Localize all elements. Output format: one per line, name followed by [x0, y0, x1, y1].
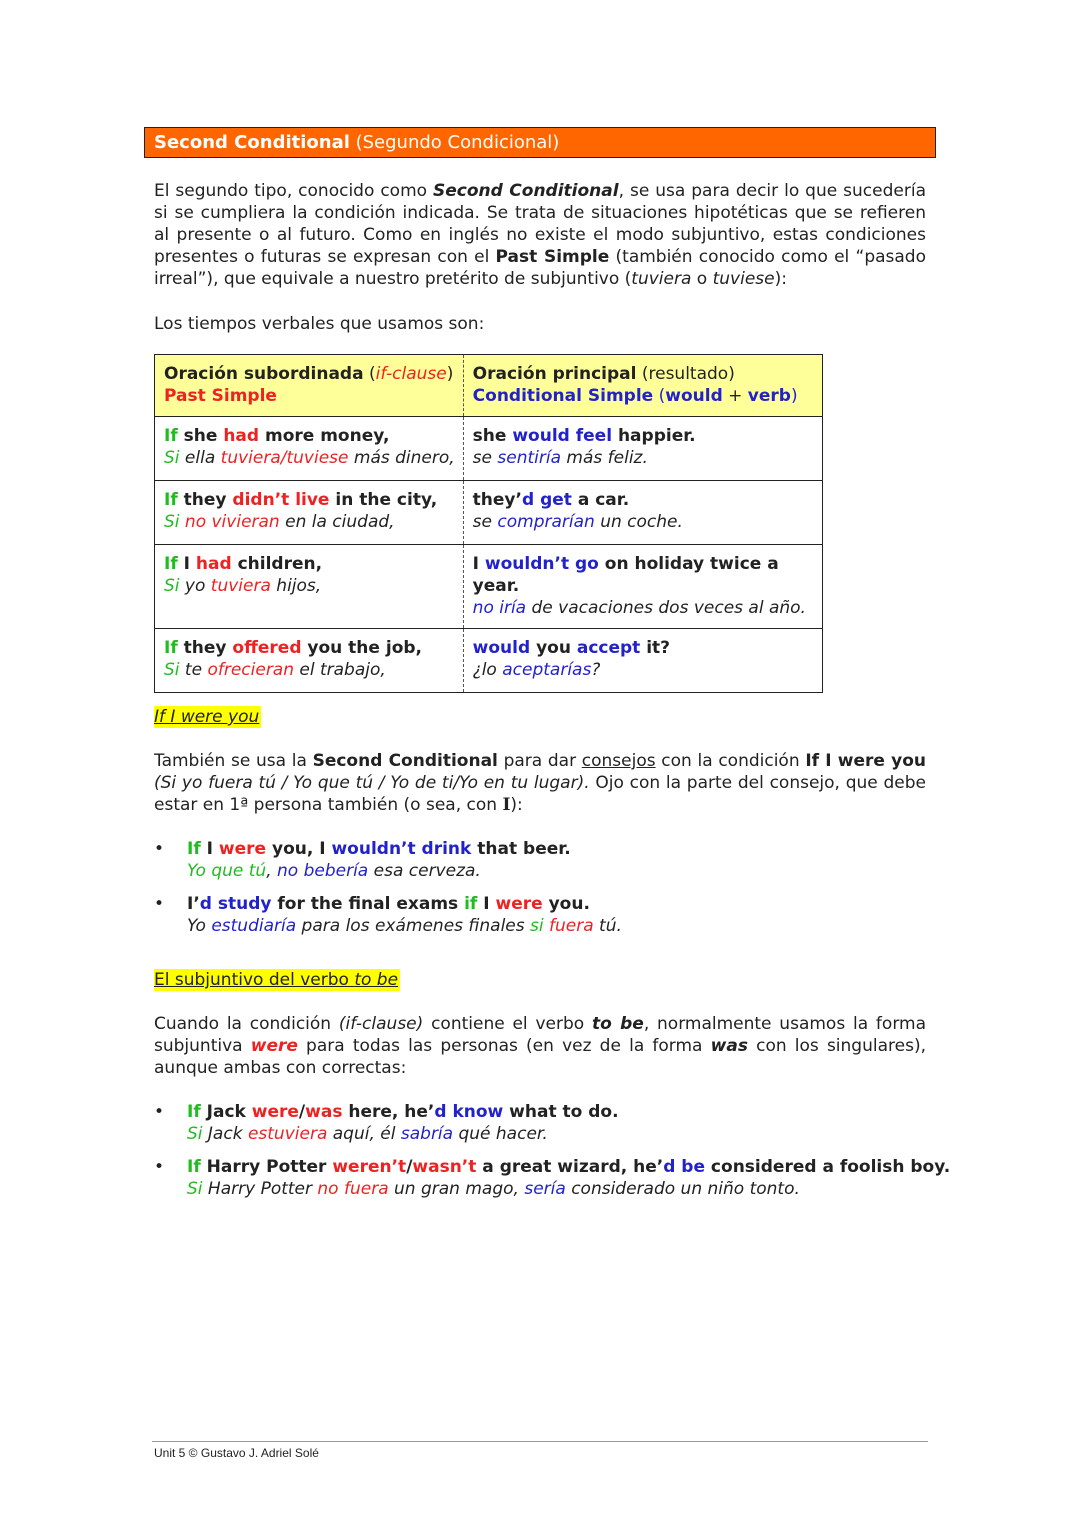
- list-item: • If Jack were/was here, he’d know what to do. Si Jack estuviera aquí, él sabría qué hacer.: [154, 1102, 619, 1144]
- header-if-clause: Oración subordinada (if-clause) Past Simple: [155, 355, 464, 417]
- main-clause-cell: I wouldn’t go on holiday twice a year. no iría de vacaciones dos veces al año.: [463, 545, 822, 629]
- table-header-row: [155, 355, 823, 417]
- bullet-dot: •: [154, 1157, 165, 1177]
- list-item: • If Harry Potter weren’t/wasn’t a great wizard, he’d be considered a foolish boy. Si Harry Potter no fuera un gran mago, sería considerado un niño tonto.: [154, 1157, 951, 1199]
- conditional-table: [154, 354, 823, 693]
- if-clause-cell: If I had children, Si yo tuviera hijos,: [155, 545, 464, 629]
- if-i-were-you-heading: If I were you: [154, 707, 260, 727]
- if-clause-cell: If they didn’t live in the city, Si no vivieran en la ciudad,: [155, 481, 464, 545]
- main-clause-cell: would you accept it? ¿lo aceptarías?: [463, 629, 822, 693]
- table-row: [155, 417, 823, 481]
- page-footer: Unit 5 © Gustavo J. Adriel Solé: [154, 1446, 319, 1460]
- section-title: [144, 127, 936, 158]
- section-title-rest: (Segundo Condicional): [349, 132, 560, 153]
- subjunctive-paragraph: Cuando la condición (if-clause) contiene el verbo to be, normalmente usamos la forma subjuntiva were para todas las personas (en vez de la forma was con los singulares), aunque ambas con correctas:: [154, 1014, 926, 1078]
- bullet-dot: •: [154, 839, 165, 859]
- table-row: [155, 545, 823, 629]
- if-clause-cell: If they offered you the job, Si te ofrecieran el trabajo,: [155, 629, 464, 693]
- table-row: [155, 481, 823, 545]
- main-clause-cell: she would feel happier. se sentiría más feliz.: [463, 417, 822, 481]
- main-clause-cell: they’d get a car. se comprarían un coche.: [463, 481, 822, 545]
- bullet-dot: •: [154, 1102, 165, 1122]
- subjunctive-heading: El subjuntivo del verbo to be: [154, 970, 399, 990]
- footer-divider: [152, 1441, 928, 1442]
- bullet-dot: •: [154, 894, 165, 914]
- list-item: • If I were you, I wouldn’t drink that beer. Yo que tú, no bebería esa cerveza.: [154, 839, 571, 881]
- list-item: • I’d study for the final exams if I were you. Yo estudiaría para los exámenes finales si fuera tú.: [154, 894, 622, 936]
- if-i-were-you-paragraph: También se usa la Second Conditional para dar consejos con la condición If I were you (Si yo fuera tú / Yo que tú / Yo de ti/Yo en tu lugar). Ojo con la parte del consejo, que debe estar en 1ª persona también (o sea, con I):: [154, 751, 926, 815]
- section-title-bold: Second Conditional: [154, 132, 350, 153]
- header-main-clause: Oración principal (resultado) Conditional Simple (would + verb): [463, 355, 822, 417]
- tenses-intro: Los tiempos verbales que usamos son:: [154, 314, 485, 334]
- intro-paragraph: El segundo tipo, conocido como Second Conditional, se usa para decir lo que sucedería si se cumpliera la condición indicada. Se trata de situaciones hipotéticas que se refieren al presente o al futuro. Como en inglés no existe el modo subjuntivo, estas condiciones presentes o futuras se expresan con el Past Simple (también conocido como el “pasado irreal”), que equivale a nuestro pretérito de subjuntivo (tuviera o tuviese):: [154, 181, 926, 289]
- if-clause-cell: If she had more money, Si ella tuviera/tuviese más dinero,: [155, 417, 464, 481]
- table-row: [155, 629, 823, 693]
